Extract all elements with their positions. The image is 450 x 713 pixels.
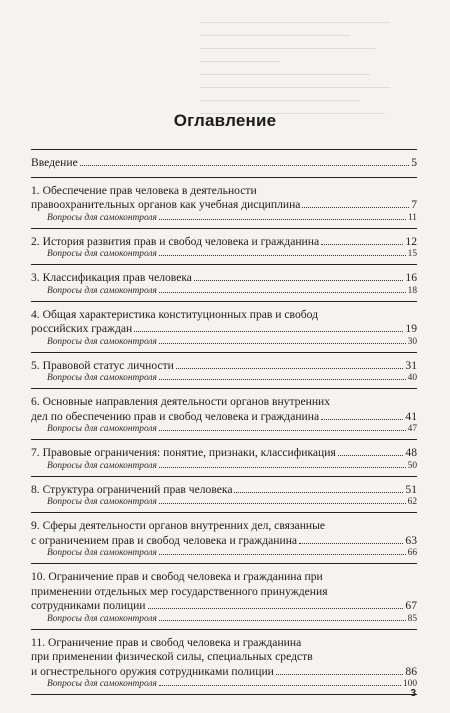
toc-entry[interactable] bbox=[31, 630, 417, 695]
entry-page: 16 bbox=[405, 271, 417, 284]
dot-leader bbox=[234, 492, 403, 493]
entry-title: 8. Структура ограничений прав человека bbox=[31, 482, 233, 496]
dot-leader bbox=[159, 467, 406, 468]
dot-leader bbox=[159, 430, 406, 431]
entry-title: российских граждан bbox=[31, 322, 133, 335]
entry-page: 41 bbox=[405, 409, 417, 423]
entry-title: дел по обеспечению прав и свобод человека и гражданина bbox=[31, 409, 320, 423]
dot-leader bbox=[159, 503, 406, 504]
dot-leader bbox=[338, 455, 404, 456]
toc-entry[interactable] bbox=[31, 265, 417, 301]
dot-leader bbox=[134, 331, 403, 332]
entry-title: применении отдельных мер государственного принуждения bbox=[31, 584, 328, 598]
entry-page: 51 bbox=[405, 482, 417, 496]
review-questions-label: Вопросы для самоконтроля bbox=[47, 249, 157, 259]
entry-title: 7. Правовые ограничения: понятие, признаки, классификация bbox=[31, 446, 336, 459]
review-questions[interactable] bbox=[31, 497, 417, 508]
page-number: 3 bbox=[410, 688, 416, 699]
entry-title: Введение bbox=[31, 156, 78, 169]
entry-title: 1. Обеспечение прав человека в деятельности bbox=[31, 183, 257, 197]
dot-leader bbox=[321, 419, 403, 420]
review-questions-page: 18 bbox=[407, 285, 417, 296]
entry-title: 5. Правовой статус личности bbox=[31, 358, 174, 372]
toc-entry[interactable] bbox=[31, 440, 417, 476]
entry-title: с ограничением прав и свобод человека и гражданина bbox=[31, 533, 298, 547]
dot-leader bbox=[159, 292, 406, 293]
review-questions-page: 62 bbox=[407, 497, 417, 507]
entry-page: 12 bbox=[405, 234, 417, 248]
dot-leader bbox=[159, 554, 406, 555]
review-questions-page: 47 bbox=[407, 424, 417, 434]
review-questions-page: 11 bbox=[407, 212, 417, 223]
toc-entry[interactable] bbox=[31, 564, 417, 629]
entry-title: и огнестрельного оружия сотрудниками полиции bbox=[31, 664, 274, 678]
entry-page: 67 bbox=[405, 599, 417, 612]
review-questions-page: 85 bbox=[407, 613, 417, 624]
dot-leader bbox=[159, 379, 406, 380]
toc-entry[interactable] bbox=[31, 477, 417, 513]
review-questions-page: 50 bbox=[407, 460, 417, 471]
review-questions-label: Вопросы для самоконтроля bbox=[47, 548, 157, 558]
entry-page: 7 bbox=[411, 198, 417, 211]
review-questions-label: Вопросы для самоконтроля bbox=[47, 497, 157, 507]
toc-title: Оглавление bbox=[173, 111, 277, 130]
entry-page: 5 bbox=[411, 156, 417, 169]
toc-entry[interactable] bbox=[31, 302, 417, 352]
review-questions[interactable] bbox=[31, 548, 417, 559]
review-questions[interactable] bbox=[31, 373, 417, 384]
review-questions-label: Вопросы для самоконтроля bbox=[47, 679, 157, 689]
dot-leader bbox=[80, 165, 409, 166]
toc-entry[interactable] bbox=[31, 513, 417, 563]
entry-title: 3. Классификация прав человека bbox=[31, 271, 192, 284]
review-questions-page: 15 bbox=[407, 249, 417, 259]
dot-leader bbox=[159, 219, 406, 220]
dot-leader bbox=[321, 244, 403, 245]
dot-leader bbox=[159, 343, 406, 344]
review-questions-label: Вопросы для самоконтроля bbox=[47, 424, 157, 434]
review-questions-label: Вопросы для самоконтроля bbox=[47, 212, 157, 223]
review-questions-label: Вопросы для самоконтроля bbox=[47, 373, 157, 383]
review-questions[interactable] bbox=[31, 679, 417, 690]
review-questions[interactable] bbox=[31, 424, 417, 435]
entry-title: сотрудниками полиции bbox=[31, 599, 146, 612]
review-questions[interactable] bbox=[31, 213, 417, 224]
toc-entry[interactable] bbox=[31, 229, 417, 265]
review-questions[interactable] bbox=[31, 614, 417, 625]
dot-leader bbox=[302, 207, 409, 208]
entry-title: 4. Общая характеристика конституционных прав и свобод bbox=[31, 307, 319, 321]
entry-title: 6. Основные направления деятельности органов внутренних bbox=[31, 395, 331, 408]
bleed-through-text bbox=[200, 22, 410, 152]
dot-leader bbox=[148, 608, 404, 609]
entry-title: 2. История развития прав и свобод человека и гражданина bbox=[31, 234, 320, 248]
entry-page: 19 bbox=[405, 322, 417, 335]
dot-leader bbox=[176, 368, 404, 369]
toc-entry[interactable] bbox=[31, 389, 417, 439]
review-questions-page: 40 bbox=[407, 373, 417, 383]
entry-page: 63 bbox=[405, 533, 417, 547]
review-questions[interactable] bbox=[31, 286, 417, 297]
divider bbox=[31, 694, 417, 695]
review-questions[interactable] bbox=[31, 249, 417, 260]
dot-leader bbox=[159, 620, 406, 621]
entry-page: 48 bbox=[405, 446, 417, 459]
review-questions-label: Вопросы для самоконтроля bbox=[47, 460, 157, 471]
entry-title: 9. Сферы деятельности органов внутренних дел, связанные bbox=[31, 519, 326, 532]
dot-leader bbox=[194, 280, 403, 281]
review-questions-label: Вопросы для самоконтроля bbox=[47, 336, 157, 347]
review-questions-page: 66 bbox=[407, 548, 417, 558]
review-questions[interactable] bbox=[31, 461, 417, 472]
dot-leader bbox=[159, 685, 401, 686]
entry-title: правоохранительных органов как учебная дисциплина bbox=[31, 198, 301, 211]
entry-page: 86 bbox=[405, 664, 417, 678]
review-questions-label: Вопросы для самоконтроля bbox=[47, 285, 157, 296]
dot-leader bbox=[299, 543, 403, 544]
toc-entry[interactable] bbox=[31, 353, 417, 389]
table-of-contents bbox=[31, 149, 417, 695]
dot-leader bbox=[159, 255, 406, 256]
entry-page: 31 bbox=[405, 358, 417, 372]
entry-title: 10. Ограничение прав и свобод человека и гражданина при bbox=[31, 570, 323, 583]
dot-leader bbox=[276, 674, 404, 675]
entry-title: 11. Ограничение прав и свобод человека и гражданина bbox=[31, 635, 302, 649]
review-questions-label: Вопросы для самоконтроля bbox=[47, 613, 157, 624]
review-questions-page: 100 bbox=[402, 679, 417, 689]
toc-entry[interactable] bbox=[31, 178, 417, 228]
review-questions-page: 30 bbox=[407, 336, 417, 347]
entry-title: при применении физической силы, специальных средств bbox=[31, 650, 313, 663]
review-questions[interactable] bbox=[31, 337, 417, 348]
toc-entry-intro[interactable] bbox=[31, 150, 417, 177]
